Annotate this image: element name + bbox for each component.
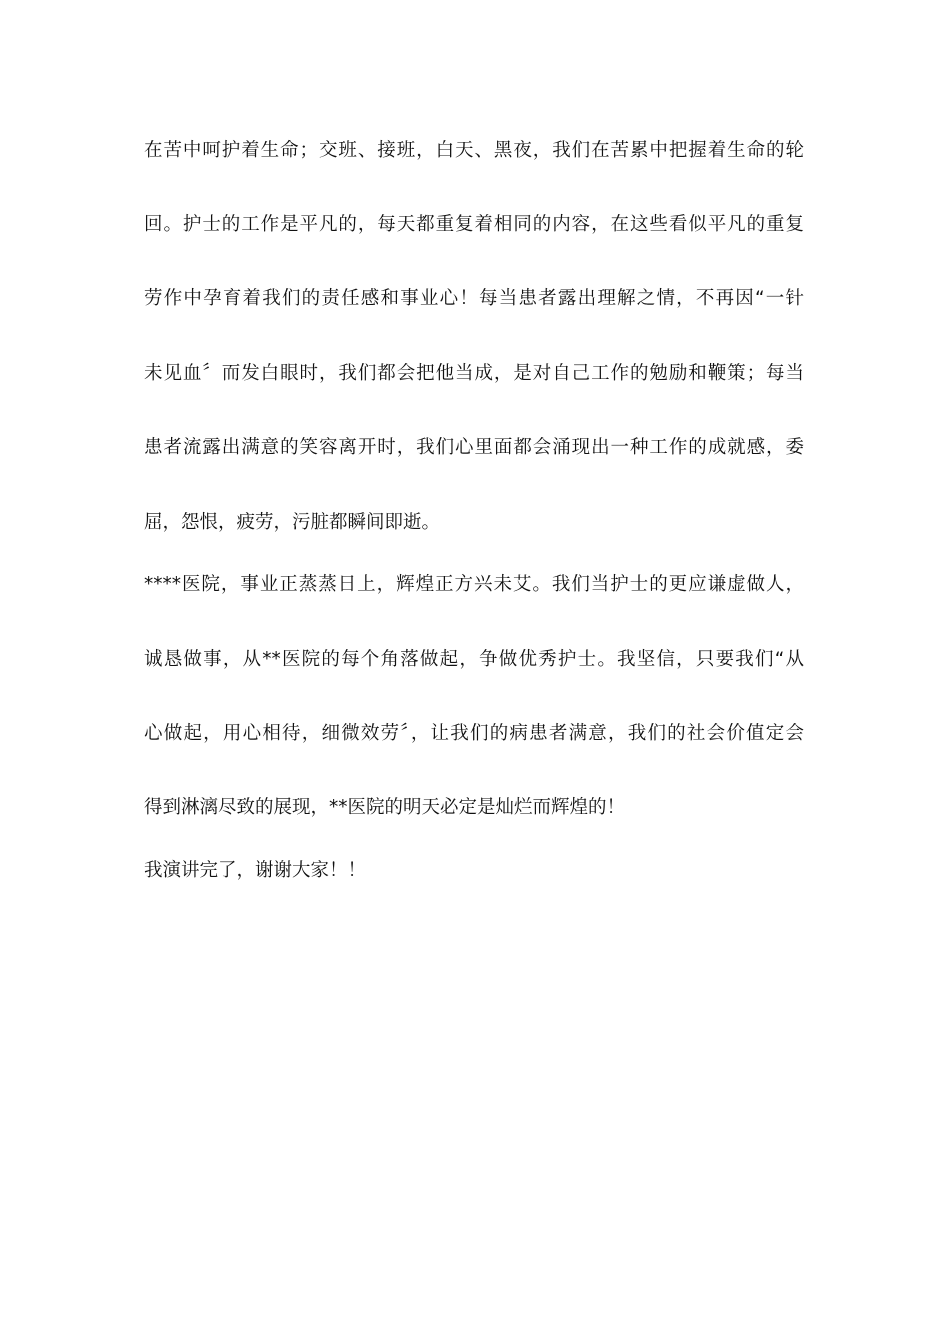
paragraph-1-line-5: 患者流露出满意的笑容离开时，我们心里面都会涌现出一种工作的成就感，委 [144, 437, 804, 458]
paragraph-1-line-3: 劳作中孕育着我们的责任感和事业心！每当患者露出理解之情，不再因“一针 [144, 288, 804, 309]
paragraph-2-line-1: ****医院，事业正蒸蒸日上，辉煌正方兴未艾。我们当护士的更应谦虚做人， [144, 574, 804, 595]
paragraph-2-line-4: 得到淋漓尽致的展现，**医院的明天必定是灿烂而辉煌的！ [144, 797, 626, 818]
paragraph-1-line-6: 屈，怨恨，疲劳，污脏都瞬间即逝。 [144, 512, 441, 533]
closing-line: 我演讲完了，谢谢大家！！ [144, 860, 367, 881]
paragraph-1-line-1: 在苦中呵护着生命；交班、接班，白天、黑夜，我们在苦累中把握着生命的轮 [144, 140, 804, 161]
paragraph-1-line-2: 回。护士的工作是平凡的，每天都重复着相同的内容，在这些看似平凡的重复 [144, 214, 804, 235]
paragraph-2-line-2: 诚恳做事，从**医院的每个角落做起，争做优秀护士。我坚信，只要我们“从 [144, 649, 804, 670]
paragraph-2-line-3: 心做起，用心相待，细微效劳〞，让我们的病患者满意，我们的社会价值定会 [144, 723, 804, 744]
paragraph-1-line-4: 未见血〞而发白眼时，我们都会把他当成，是对自己工作的勉励和鞭策；每当 [144, 363, 804, 384]
